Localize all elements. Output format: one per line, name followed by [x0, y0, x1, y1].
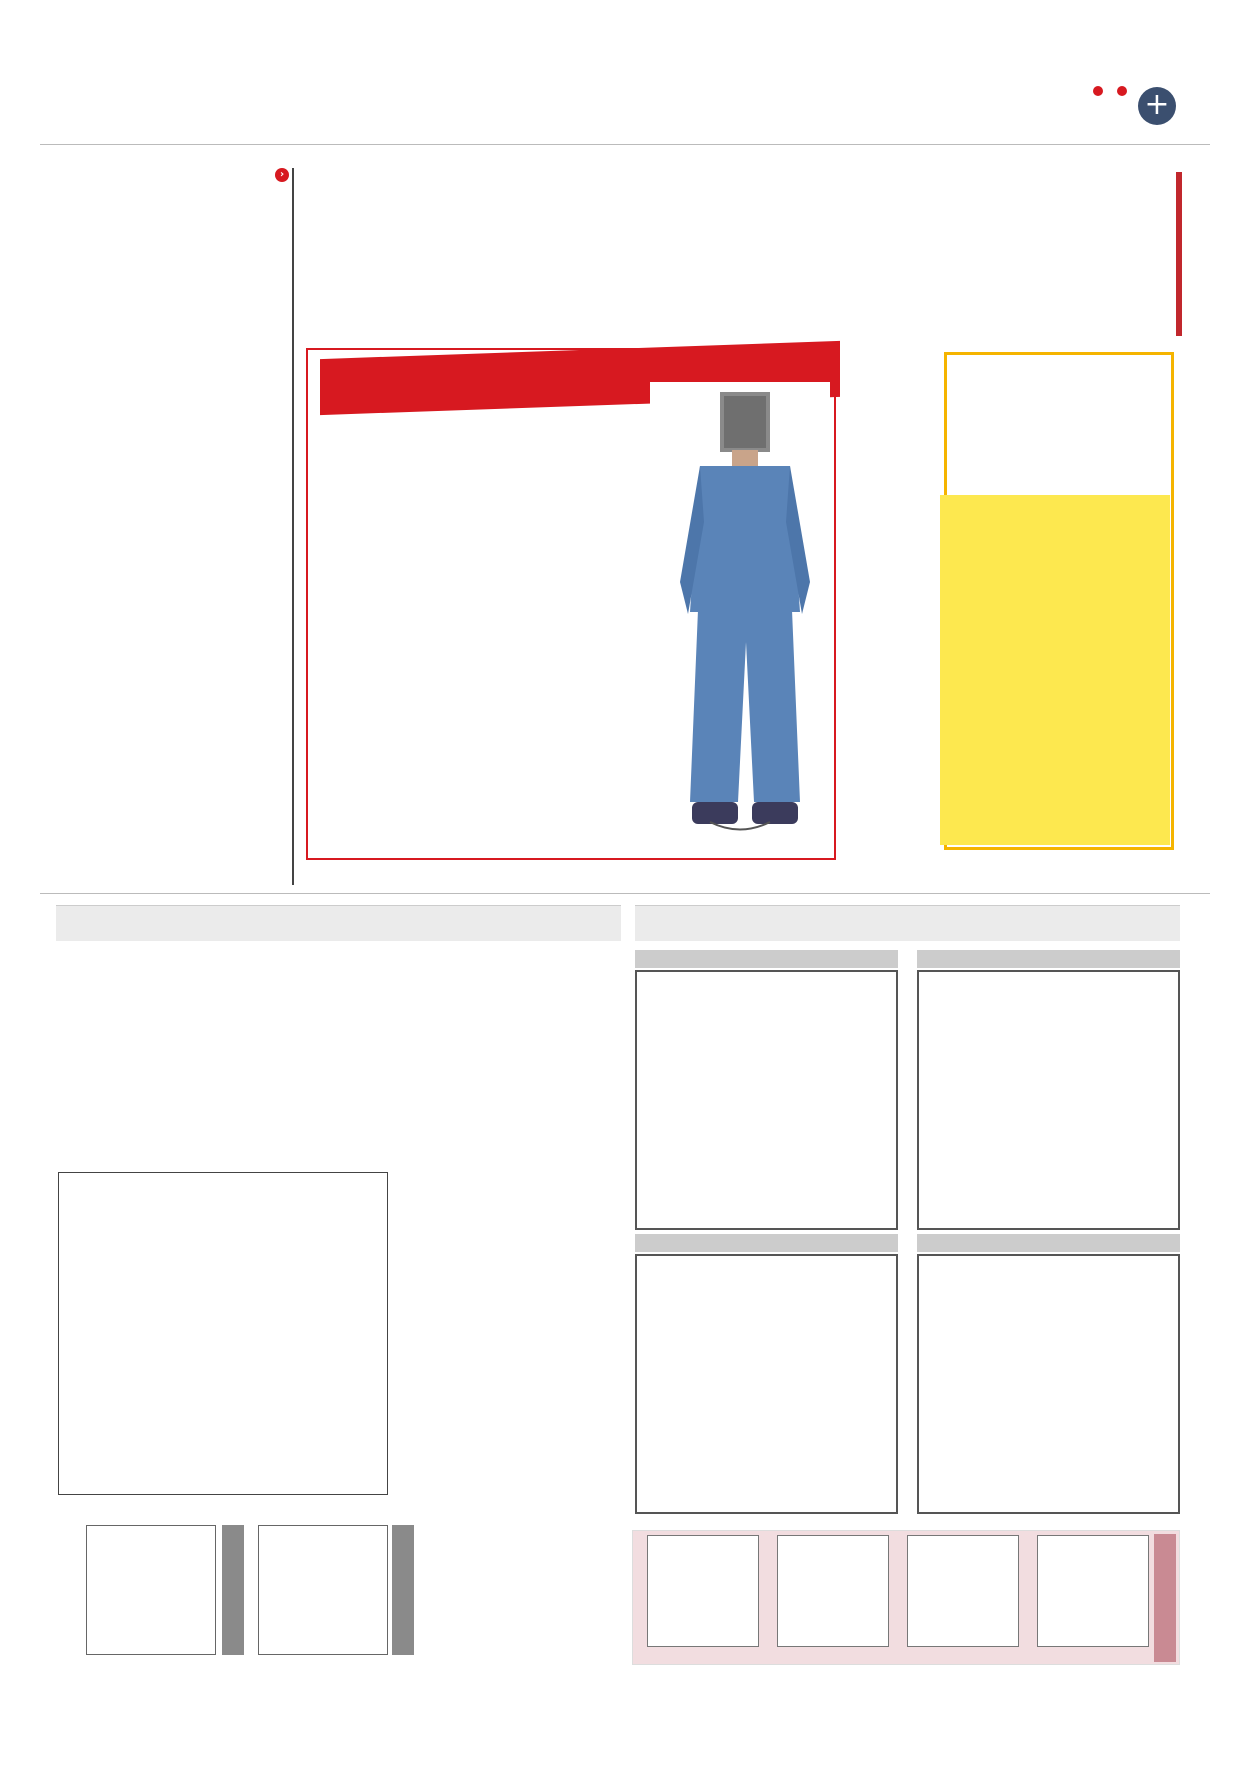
sudoku-grid-medium[interactable] [635, 970, 898, 1230]
solution-grid [907, 1535, 1019, 1647]
murder-col-3 [318, 412, 422, 758]
column-rule [292, 168, 294, 885]
theft-col-1 [822, 180, 982, 330]
divider [40, 144, 1210, 145]
theft-col-4 [305, 180, 463, 330]
crossword-solution-special-title [222, 1525, 244, 1655]
suspect-photo [650, 382, 830, 852]
news-body-3 [56, 565, 289, 815]
crossword-grid[interactable] [58, 1172, 388, 1495]
sudoku-grid-very-hard[interactable] [635, 1254, 898, 1514]
solution-grid [1037, 1535, 1149, 1647]
theft-col-2 [645, 180, 810, 330]
sudoku-label-hard [917, 1234, 1180, 1252]
crossword-solution-normal-title [392, 1525, 414, 1655]
crossword-clues-col-3 [56, 955, 224, 1115]
plus-icon: + [1138, 87, 1176, 125]
arrow-left-icon: ‹ [275, 168, 289, 182]
crossword-solution-normal [258, 1525, 388, 1655]
telegram-icon [1117, 86, 1127, 96]
sudoku-label-medium [635, 950, 898, 968]
news-body-1 [56, 188, 289, 378]
news-body-2 [56, 384, 289, 559]
sudoku-solutions [632, 1530, 1180, 1665]
instagram-icon [1093, 86, 1103, 96]
rancher-body [952, 425, 1167, 834]
divider [40, 893, 1210, 894]
sudoku-label-very-hard [635, 1234, 898, 1252]
theft-col-3 [470, 180, 635, 330]
social-telegram[interactable] [1117, 86, 1130, 96]
solution-grid [647, 1535, 759, 1647]
crossword-header [56, 905, 621, 941]
murder-col-2 [428, 412, 534, 842]
sudoku-grid-easy[interactable] [917, 970, 1180, 1230]
crossword-clues-col-2 [230, 955, 390, 1113]
sudoku-area [635, 918, 1180, 1528]
sudoku-label-easy [917, 950, 1180, 968]
sudoku-solutions-title [1154, 1534, 1176, 1662]
header-info [960, 80, 1130, 99]
sudoku-grid-hard[interactable] [917, 1254, 1180, 1514]
murder-byline-block [540, 412, 645, 832]
theft-headline [992, 170, 1182, 340]
crossword-clues-col-1 [400, 955, 560, 1515]
crossword-solution-special [86, 1525, 216, 1655]
column-label [56, 168, 289, 182]
social-instagram[interactable] [1093, 86, 1106, 96]
news-column [56, 168, 289, 815]
crossword-special-clues [420, 1512, 560, 1652]
solution-grid [777, 1535, 889, 1647]
